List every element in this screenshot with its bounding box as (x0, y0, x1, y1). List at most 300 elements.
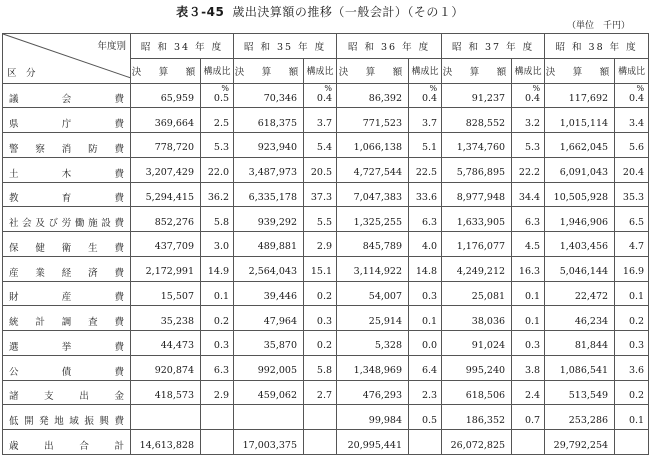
amount-value: 1,946,906 (559, 216, 609, 228)
ratio-cell (409, 256, 442, 281)
ratio-cell (409, 405, 442, 430)
amount-cell (337, 430, 409, 455)
amount-cell (442, 355, 512, 380)
row-category (3, 281, 131, 306)
amount-cell (545, 380, 615, 405)
amount-value: 22,472 (574, 290, 609, 302)
amount-cell (131, 355, 201, 380)
amount-value: 1,066,138 (353, 142, 403, 154)
table-row (3, 405, 649, 430)
amount-value: 8,977,948 (456, 191, 506, 203)
ratio-cell (304, 182, 337, 207)
ratio-cell (201, 355, 234, 380)
ratio-cell (304, 157, 337, 182)
ratio-value: 0.3 (316, 315, 333, 327)
ratio-value: 0.2 (628, 389, 645, 401)
amount-cell (442, 256, 512, 281)
ratio-cell (304, 331, 337, 356)
ratio-value: 6.3 (524, 216, 541, 228)
row-category-label: 統計調査費 (9, 317, 124, 329)
ratio-cell (201, 281, 234, 306)
ratio-value: 5.3 (524, 142, 541, 154)
amount-value: 828,552 (465, 117, 506, 129)
ratio-value: 3.7 (316, 117, 333, 129)
amount-cell (131, 281, 201, 306)
table-row (3, 157, 649, 182)
amount-cell (337, 306, 409, 331)
ratio-cell (304, 108, 337, 133)
ratio-header: 構成比 (201, 58, 234, 83)
amount-cell (545, 232, 615, 257)
ratio-value: 0.3 (213, 340, 230, 352)
ratio-value: 0.1 (628, 414, 645, 426)
amount-cell (337, 83, 409, 108)
amount-value: 20,995,441 (347, 439, 403, 451)
percent-sign: % (636, 83, 645, 93)
ratio-cell (201, 232, 234, 257)
table-row (3, 281, 649, 306)
amount-cell (337, 232, 409, 257)
header-row-years (3, 34, 649, 59)
amount-value: 186,352 (465, 414, 506, 426)
ratio-value: 0.4 (421, 92, 438, 104)
ratio-cell (409, 83, 442, 108)
ratio-cell (304, 405, 337, 430)
year-header: 昭 和 34 年 度 (131, 34, 234, 59)
percent-sign: % (324, 83, 333, 93)
ratio-value: 0.2 (628, 315, 645, 327)
ratio-value: 34.4 (518, 191, 541, 203)
amount-cell (131, 232, 201, 257)
ratio-cell (409, 207, 442, 232)
ratio-value: 0.5 (213, 92, 230, 104)
amount-cell (442, 207, 512, 232)
ratio-value: 0.0 (421, 340, 438, 352)
amount-cell (234, 355, 304, 380)
amount-value: 1,176,077 (456, 241, 506, 253)
amount-header: 決 算 額 (337, 58, 409, 83)
percent-sign: % (221, 83, 230, 93)
amount-value: 418,573 (154, 389, 194, 401)
amount-cell (442, 157, 512, 182)
ratio-value: 0.3 (524, 340, 541, 352)
header-corner (3, 34, 131, 84)
ratio-cell (409, 232, 442, 257)
row-category (3, 232, 131, 257)
table-row (3, 306, 649, 331)
amount-cell (442, 331, 512, 356)
amount-value: 10,505,928 (553, 191, 609, 203)
ratio-value: 5.1 (421, 142, 438, 154)
amount-value: 14,613,828 (139, 439, 194, 451)
amount-header: 決 算 額 (442, 58, 512, 83)
ratio-cell (615, 331, 649, 356)
row-category-label: 財産費 (9, 292, 124, 304)
ratio-value: 20.5 (310, 167, 333, 179)
ratio-value: 6.3 (421, 216, 438, 228)
ratio-value: 0.1 (421, 315, 438, 327)
amount-cell (337, 331, 409, 356)
ratio-value: 5.5 (316, 216, 333, 228)
ratio-cell (512, 256, 545, 281)
amount-value: 35,238 (160, 315, 194, 327)
amount-value: 35,870 (263, 340, 298, 352)
amount-cell (337, 182, 409, 207)
amount-value: 117,692 (568, 92, 609, 104)
amount-cell (442, 133, 512, 158)
ratio-cell (304, 256, 337, 281)
amount-cell (337, 108, 409, 133)
ratio-cell (512, 430, 545, 455)
amount-cell (131, 133, 201, 158)
row-category (3, 108, 131, 133)
amount-value: 1,348,969 (353, 365, 403, 377)
ratio-value: 3.7 (421, 117, 438, 129)
ratio-value: 16.3 (518, 266, 541, 278)
row-category-label: 歳出合計 (9, 441, 124, 452)
ratio-cell (201, 380, 234, 405)
amount-cell (131, 306, 201, 331)
ratio-value: 0.2 (213, 315, 230, 327)
amount-cell (234, 232, 304, 257)
ratio-cell (615, 108, 649, 133)
amount-value: 1,086,541 (559, 365, 609, 377)
row-category (3, 182, 131, 207)
amount-value: 845,789 (362, 241, 403, 253)
ratio-cell (409, 355, 442, 380)
year-header: 昭 和 36 年 度 (337, 34, 442, 59)
table-title-text: 歳出決算額の推移（一般会計）（その１） (232, 5, 464, 19)
row-category (3, 157, 131, 182)
table-row (3, 331, 649, 356)
table-row (3, 83, 649, 108)
ratio-cell (304, 133, 337, 158)
ratio-cell (615, 405, 649, 430)
amount-cell (442, 405, 512, 430)
ratio-cell (304, 83, 337, 108)
percent-sign: % (429, 83, 438, 93)
ratio-header: 構成比 (615, 58, 649, 83)
amount-value: 26,072,825 (450, 439, 506, 451)
amount-value: 4,727,544 (353, 167, 403, 179)
amount-value: 489,881 (257, 241, 298, 253)
amount-value: 29,792,254 (553, 439, 609, 451)
ratio-value: 22.5 (415, 167, 438, 179)
ratio-value: 36.2 (207, 191, 230, 203)
ratio-value: 22.0 (207, 167, 230, 179)
amount-cell (131, 83, 201, 108)
ratio-cell (512, 306, 545, 331)
ratio-cell (304, 380, 337, 405)
amount-cell (131, 108, 201, 133)
amount-value: 25,914 (368, 315, 403, 327)
ratio-cell (409, 157, 442, 182)
ratio-value: 5.8 (213, 216, 230, 228)
amount-cell (545, 430, 615, 455)
ratio-value: 0.4 (628, 92, 645, 104)
ratio-cell (512, 83, 545, 108)
ratio-cell (512, 405, 545, 430)
ratio-value: 2.3 (421, 389, 438, 401)
ratio-cell (512, 207, 545, 232)
amount-cell (337, 157, 409, 182)
amount-value: 939,292 (257, 216, 298, 228)
row-category (3, 133, 131, 158)
ratio-value: 2.9 (213, 389, 230, 401)
amount-value: 253,286 (568, 414, 609, 426)
amount-cell (337, 133, 409, 158)
row-category-label: 低開発地域振興費 (9, 416, 124, 428)
amount-cell (234, 430, 304, 455)
ratio-cell (409, 306, 442, 331)
ratio-value: 5.6 (628, 142, 645, 154)
amount-cell (234, 182, 304, 207)
ratio-value: 0.7 (524, 414, 541, 426)
amount-cell (545, 157, 615, 182)
amount-cell (442, 83, 512, 108)
ratio-value: 0.1 (524, 290, 541, 302)
amount-header: 決 算 額 (131, 58, 201, 83)
ratio-cell (615, 306, 649, 331)
row-category-label: 諸支出金 (9, 391, 124, 403)
amount-value: 6,335,178 (248, 191, 298, 203)
ratio-value: 5.4 (316, 142, 333, 154)
amount-value: 618,506 (465, 389, 506, 401)
ratio-value: 6.3 (213, 365, 230, 377)
amount-value: 3,487,973 (248, 167, 298, 179)
ratio-header: 構成比 (304, 58, 337, 83)
ratio-header: 構成比 (512, 58, 545, 83)
unit-label: （単位 千円） (566, 21, 630, 31)
row-category (3, 405, 131, 430)
amount-value: 5,294,415 (145, 191, 194, 203)
amount-cell (442, 108, 512, 133)
year-axis-label: 年度別 (97, 41, 126, 52)
ratio-cell (304, 207, 337, 232)
amount-value: 5,046,144 (559, 266, 609, 278)
row-category-label: 選挙費 (9, 341, 124, 353)
ratio-value: 0.5 (421, 414, 438, 426)
amount-cell (545, 281, 615, 306)
amount-cell (234, 380, 304, 405)
row-category-label: 社会及び労働施設費 (9, 218, 124, 230)
ratio-value: 6.5 (628, 216, 645, 228)
amount-cell (131, 157, 201, 182)
amount-cell (545, 306, 615, 331)
ratio-cell (304, 430, 337, 455)
amount-cell (234, 306, 304, 331)
amount-value: 7,047,383 (353, 191, 403, 203)
ratio-cell (201, 256, 234, 281)
amount-cell (545, 108, 615, 133)
ratio-cell (201, 306, 234, 331)
row-category-label: 公債費 (9, 366, 124, 378)
amount-cell (545, 331, 615, 356)
ratio-value: 0.2 (316, 340, 333, 352)
amount-value: 91,024 (471, 340, 506, 352)
amount-value: 38,036 (471, 315, 506, 327)
amount-cell (234, 83, 304, 108)
ratio-value: 5.3 (213, 142, 230, 154)
ratio-cell (304, 232, 337, 257)
row-category (3, 256, 131, 281)
amount-value: 6,091,043 (559, 167, 609, 179)
amount-cell (545, 256, 615, 281)
amount-cell (337, 380, 409, 405)
amount-value: 771,523 (362, 117, 403, 129)
ratio-value: 2.9 (316, 241, 333, 253)
row-category-label: 警察消防費 (9, 143, 124, 155)
row-category-label: 議会費 (9, 94, 124, 106)
row-category (3, 331, 131, 356)
table-row (3, 133, 649, 158)
ratio-cell (201, 108, 234, 133)
amount-value: 1,633,905 (456, 216, 506, 228)
amount-value: 54,007 (368, 290, 403, 302)
ratio-value: 22.2 (518, 167, 541, 179)
ratio-cell (512, 182, 545, 207)
amount-value: 17,003,375 (242, 439, 298, 451)
ratio-cell (409, 108, 442, 133)
amount-cell (545, 355, 615, 380)
ratio-value: 20.4 (622, 167, 645, 179)
table-row (3, 430, 649, 455)
ratio-value: 2.5 (213, 117, 230, 129)
amount-value: 47,964 (263, 315, 298, 327)
ratio-cell (512, 355, 545, 380)
ratio-cell (615, 232, 649, 257)
amount-cell (234, 256, 304, 281)
table-row (3, 207, 649, 232)
amount-cell (442, 380, 512, 405)
amount-cell (442, 232, 512, 257)
ratio-value: 16.9 (622, 266, 645, 278)
ratio-cell (201, 207, 234, 232)
amount-value: 995,240 (465, 365, 506, 377)
table-row (3, 232, 649, 257)
amount-value: 3,114,922 (353, 266, 403, 278)
amount-cell (131, 380, 201, 405)
amount-value: 15,507 (160, 290, 194, 302)
ratio-cell (409, 182, 442, 207)
ratio-value: 35.3 (622, 191, 645, 203)
ratio-value: 14.9 (207, 266, 230, 278)
ratio-value: 0.1 (524, 315, 541, 327)
amount-cell (234, 331, 304, 356)
ratio-cell (615, 182, 649, 207)
amount-value: 923,940 (257, 142, 298, 154)
ratio-value: 4.5 (524, 241, 541, 253)
ratio-cell (201, 430, 234, 455)
amount-value: 3,207,429 (145, 167, 194, 179)
ratio-cell (512, 380, 545, 405)
ratio-value: 3.8 (524, 365, 541, 377)
ratio-cell (409, 430, 442, 455)
ratio-cell (201, 331, 234, 356)
amount-cell (545, 133, 615, 158)
ratio-value: 3.0 (213, 241, 230, 253)
amount-cell (234, 405, 304, 430)
year-header: 昭 和 35 年 度 (234, 34, 337, 59)
amount-value: 476,293 (362, 389, 403, 401)
ratio-cell (512, 157, 545, 182)
ratio-cell (512, 232, 545, 257)
ratio-cell (615, 133, 649, 158)
amount-value: 86,392 (368, 92, 403, 104)
amount-cell (234, 157, 304, 182)
amount-value: 5,786,895 (456, 167, 506, 179)
amount-value: 44,473 (160, 340, 194, 352)
ratio-value: 0.2 (316, 290, 333, 302)
ratio-header: 構成比 (409, 58, 442, 83)
amount-cell (234, 281, 304, 306)
amount-value: 4,249,212 (456, 266, 506, 278)
row-category (3, 207, 131, 232)
row-category-label: 保健衛生費 (9, 242, 124, 254)
amount-header: 決 算 額 (545, 58, 615, 83)
amount-value: 46,234 (574, 315, 609, 327)
ratio-cell (615, 256, 649, 281)
amount-value: 1,325,255 (353, 216, 403, 228)
amount-value: 369,664 (154, 117, 194, 129)
amount-value: 1,374,760 (456, 142, 506, 154)
amount-cell (337, 355, 409, 380)
amount-value: 852,276 (154, 216, 194, 228)
amount-value: 70,346 (263, 92, 298, 104)
amount-cell (131, 331, 201, 356)
amount-cell (337, 256, 409, 281)
table-title (0, 3, 640, 21)
ratio-cell (201, 405, 234, 430)
amount-cell (131, 430, 201, 455)
ratio-cell (409, 380, 442, 405)
category-axis-label: 区 分 (7, 67, 36, 79)
ratio-cell (512, 331, 545, 356)
amount-value: 25,081 (471, 290, 506, 302)
year-header: 昭 和 37 年 度 (442, 34, 545, 59)
expenditure-table (2, 33, 649, 455)
ratio-value: 37.3 (310, 191, 333, 203)
amount-value: 81,844 (574, 340, 609, 352)
ratio-value: 15.1 (310, 266, 333, 278)
table-row (3, 256, 649, 281)
amount-cell (234, 207, 304, 232)
ratio-value: 0.1 (213, 290, 230, 302)
ratio-value: 2.4 (524, 389, 541, 401)
ratio-value: 0.3 (628, 340, 645, 352)
amount-cell (337, 281, 409, 306)
amount-cell (442, 182, 512, 207)
row-category-label: 土木費 (9, 168, 124, 180)
ratio-value: 0.4 (524, 92, 541, 104)
amount-cell (442, 306, 512, 331)
ratio-cell (615, 430, 649, 455)
ratio-value: 3.2 (524, 117, 541, 129)
amount-cell (131, 405, 201, 430)
ratio-cell (201, 83, 234, 108)
amount-value: 992,005 (257, 365, 298, 377)
ratio-value: 2.7 (316, 389, 333, 401)
table-row (3, 108, 649, 133)
amount-cell (234, 108, 304, 133)
amount-cell (545, 405, 615, 430)
amount-value: 2,172,991 (145, 266, 194, 278)
row-category (3, 83, 131, 108)
ratio-cell (512, 133, 545, 158)
ratio-value: 6.4 (421, 365, 438, 377)
ratio-cell (201, 182, 234, 207)
ratio-value: 0.1 (628, 290, 645, 302)
